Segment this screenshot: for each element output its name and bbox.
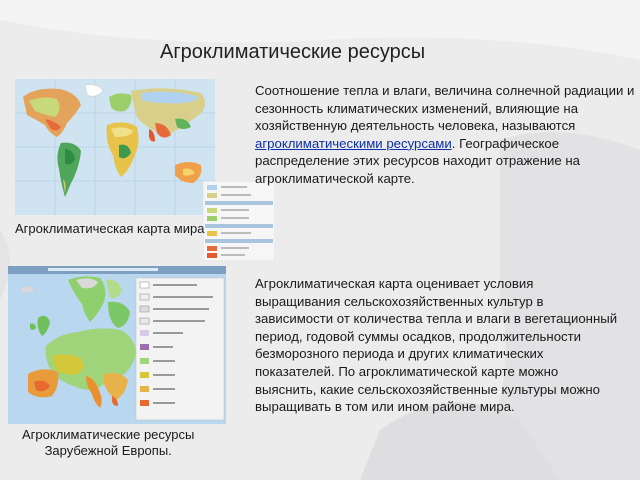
europe-caption-line2: Зарубежной Европы. <box>44 443 172 458</box>
intro-text-after: . Географическое распределение этих ресурсов находит отражение на агроклиматической карте. <box>255 135 580 186</box>
intro-text-before: Соотношение тепла и влаги, величина солнечной радиации и сезонность климатических изменений, влияющие на хозяйственную деятельность человека, называются <box>255 83 635 134</box>
slide-title: Агроклиматические ресурсы <box>160 41 426 63</box>
intro-paragraph <box>255 82 640 188</box>
europe-map-caption <box>22 427 194 459</box>
europe-caption-line1: Агроклиматические ресурсы <box>22 427 195 442</box>
europe-agroclimatic-map-image <box>8 266 226 424</box>
world-agroclimatic-map-image <box>15 79 215 215</box>
description-paragraph: Агроклиматическая карта оценивает условия выращивания сельскохозяйственных культур в зависимости от количества тепла и влаги в вегетационный период, годовой суммы осадков, продолжительности безморозного периода и других климатических показателей. По агроклиматической карте можно выяснить, какие сельскохозяйственные культуры можно выращивать в том или ином районе мира. <box>255 276 618 415</box>
world-map-legend-image <box>203 181 275 261</box>
agroclimatic-resources-link[interactable]: агроклиматическими ресурсами <box>255 135 452 151</box>
world-map-caption: Агроклиматическая карта мира <box>15 221 205 236</box>
